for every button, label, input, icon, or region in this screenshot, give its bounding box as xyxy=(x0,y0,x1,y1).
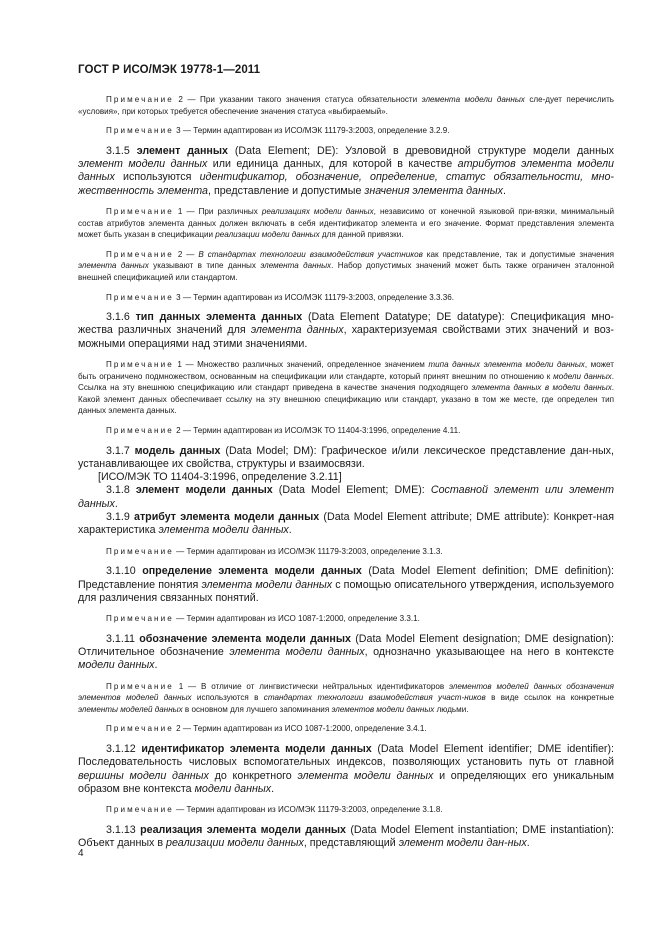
note-paragraph: Примечание — Термин адаптирован из ИСО/МЭК 11179-3:2003, определение 3.1.3. xyxy=(106,546,443,556)
note-paragraph: Примечание 1 — Множество различных значений, определенное значением типа данных элемента модели данных, может быть ограничено подмножеством, основанным на спецификации или стандарте, который принят внешним по отношению к модели данных. Ссылка на эту внешнюю спецификацию или стандарт приведена в качестве значения подходящего элемента данных в модели данных. Какой элемент данных обеспечивает ссылку на эту внешнюю спецификацию или стандарт, указано в том же месте, где определен тип данных элемента данных. xyxy=(78,360,614,416)
note-paragraph: Примечание 1 — В отличие от лингвистически нейтральных идентификаторов элементов моделей данных обозначения элементов моделей данных используются в стандартах технологии взаимодействия участ-ников в виде ссылок на конкретные элементы моделей данных в основном для лучшего запоминания элементов модели данных людьми. xyxy=(78,681,614,714)
definition-text: Отличительное обозначение xyxy=(78,646,230,659)
definition-3-1-10 xyxy=(78,565,614,605)
definition-text: . xyxy=(114,497,118,510)
italic-term: В стандартах технологии взаимодействия участников xyxy=(198,249,423,259)
note-label: Примечание xyxy=(106,360,174,370)
definition-3-1-12 xyxy=(78,743,614,796)
definition-3-1-11 xyxy=(78,633,614,673)
definition-text: . xyxy=(526,837,530,850)
italic-term: элементов моделей данных обозначения элементов моделей данных xyxy=(78,681,614,703)
italic-term: типа данных элемента модели данных xyxy=(428,360,585,370)
note-text: , может быть ограничено подмножеством, основанным на спецификации или стандарте, который принят внешним по отношению к xyxy=(78,360,614,381)
definition-term: тип данных элемента данных xyxy=(135,311,303,324)
definition-term: элемент данных xyxy=(136,144,228,157)
definition-number: 3.1.13 xyxy=(106,823,136,836)
note-text: В отличие от лингвистически нейтральных идентификаторов xyxy=(201,681,449,691)
definition-3-1-6 xyxy=(78,311,614,351)
italic-term: модели данных xyxy=(553,371,612,381)
definition-text: , представляющий xyxy=(303,837,399,850)
note-text: . Какой элемент данных обеспечивает ссылку на эту внешнюю спецификацию или стандарт, указано в том же месте, где определен тип данных элемента данных. xyxy=(78,383,614,416)
definition-term: идентификатор элемента модели данных xyxy=(141,743,372,755)
note-label: Примечание xyxy=(106,614,174,624)
note-text: как представление, так и допустимые значения xyxy=(422,249,614,259)
italic-term: реализации модели данных xyxy=(215,230,320,240)
italic-term: реализации модели данных xyxy=(166,837,304,850)
page-number: 4 xyxy=(78,848,84,859)
italic-term: элемента модели данных xyxy=(201,578,333,591)
note-text: для данной привязки. xyxy=(319,230,404,240)
definition-term: реализация элемента модели данных xyxy=(140,823,346,836)
note-paragraph: Примечание — Термин адаптирован из ИСО 1087-1:2000, определение 3.3.1. xyxy=(106,614,420,624)
definition-3-1-8 xyxy=(78,484,614,511)
definition-number: 3.1.9 xyxy=(106,511,130,524)
italic-term: модели данных xyxy=(78,659,155,672)
definition-text: Последовательность числовых вспомогательных индексов, позволяющих установить путь от главной xyxy=(78,756,614,769)
note-text: Термин адаптирован из ИСО 1087-1:2000, определение 3.4.1. xyxy=(193,724,427,734)
note-text: Термин адаптирован из ИСО 1087-1:2000, определение 3.3.1. xyxy=(186,614,420,624)
definition-term: обозначение элемента модели данных xyxy=(139,632,351,645)
italic-term: элемента данных xyxy=(78,261,149,271)
note-label: Примечание xyxy=(106,206,174,216)
note-label: Примечание xyxy=(106,292,174,302)
note-paragraph: Примечание 2 — При указании такого значения статуса обязательности элемента модели данных сле-дует перечислить «условия», при которых требуется обеспечение значения статуса «выбираемый». xyxy=(78,95,615,116)
note-number: 3 xyxy=(176,292,181,302)
italic-term: модели данных xyxy=(194,782,272,795)
definition-abbr: (Data Model Element; DME): xyxy=(278,484,425,497)
definition-text: Представление понятия xyxy=(78,578,202,591)
definition-abbr: (Data Model Element identifier; DME identifier): xyxy=(377,743,614,755)
definition-term: модель данных xyxy=(134,444,221,457)
italic-term: элемента модели данных xyxy=(158,524,289,537)
note-label: Примечание xyxy=(106,249,174,259)
note-label: Примечание xyxy=(106,546,174,556)
note-text: , независимо от конечной языковой при-вязки, минимальный состав атрибутов элемента данных должен включать в себя идентификатор элемента и его значение. Формат представления элемента может быть указан в спецификации xyxy=(78,206,615,240)
note-paragraph: Примечание 2 — В стандартах технологии взаимодействия участников как представление, так и допустимые значения элемента данных указывают в типе данных элемента данных. Набор допустимых значений может быть также ограничен эталонной внешней спецификацией или стандартом. xyxy=(78,249,614,282)
definition-abbr: (Data Model Element attribute; DME attribute): xyxy=(323,511,550,524)
italic-term: значения элемента данных xyxy=(364,184,503,197)
definition-text: используются xyxy=(114,171,200,184)
definition-number: 3.1.5 xyxy=(106,144,130,157)
note-number: 2 xyxy=(176,724,181,734)
page-body xyxy=(78,94,614,858)
definition-text: . xyxy=(154,659,158,672)
page-header: ГОСТ Р ИСО/МЭК 19778-1—2011 xyxy=(78,64,261,76)
definition-3-1-5 xyxy=(78,145,614,198)
italic-term: элемент модели дан-ных xyxy=(398,837,527,850)
definition-reference: [ИСО/МЭК ТО 11404-3:1996, определение 3.2.11] xyxy=(98,471,342,484)
definition-text: , представление и допустимые xyxy=(208,184,365,197)
definition-term: элемент модели данных xyxy=(135,484,273,497)
definition-abbr: (Data Model; DM): xyxy=(225,444,317,457)
italic-term: стандартах технологии взаимодействия участ-ников xyxy=(263,693,486,703)
note-label: Примечание xyxy=(106,425,174,435)
definition-text: с помощью описательного утверждения, используемого для различения связанных понятий. xyxy=(78,578,614,604)
definition-3-1-13 xyxy=(78,824,614,851)
note-number: 1 xyxy=(177,206,183,216)
definition-text: , характеризуемая свойствами этих значений и воз-можными операциями над этими значениями. xyxy=(78,324,614,350)
italic-term: элемента данных xyxy=(260,261,332,271)
definition-abbr: (Data Model Element designation; DME designation): xyxy=(355,632,614,645)
note-text: используются в xyxy=(191,693,264,703)
note-number: 2 xyxy=(176,425,181,435)
definition-abbr: (Data Model Element instantiation; DME instantiation): xyxy=(350,823,614,836)
definition-text: . xyxy=(271,782,275,795)
italic-term: идентификатор, обозначение, определение, статус обязательности, мно-жественность элемента xyxy=(78,171,614,197)
definition-text: или единица данных, для которой в качестве xyxy=(207,158,458,171)
definition-abbr: (Data Model Element definition; DME definition): xyxy=(368,565,614,578)
note-label: Примечание xyxy=(106,681,174,691)
note-label: Примечание xyxy=(106,95,174,104)
definition-abbr: (Data Element; DE): xyxy=(234,144,339,157)
note-label: Примечание xyxy=(106,126,174,136)
italic-term: элемента модели данных xyxy=(421,95,525,104)
note-text: Термин адаптирован из ИСО/МЭК 11179-3:2003, определение 3.1.3. xyxy=(186,546,443,556)
note-paragraph: Примечание 3 — Термин адаптирован из ИСО/МЭК 11179-3:2003, определение 3.2.9. xyxy=(106,126,450,136)
note-text: в виде ссылок на конкретные xyxy=(485,693,614,703)
definition-number: 3.1.10 xyxy=(106,565,136,578)
note-number: 3 xyxy=(176,126,181,136)
note-text: . Набор допустимых значений может быть также ограничен эталонной внешней спецификацией или стандартом. xyxy=(78,261,614,282)
note-text: указывают в типе данных xyxy=(148,261,261,271)
definition-text: Графическое и/или лексическое представление дан-ных, устанавливающее их свойства, структуры и взаимосвязи. xyxy=(78,444,614,470)
definition-abbr: (Data Element Datatype; DE datatype): xyxy=(308,311,505,324)
definition-3-1-7 xyxy=(78,445,614,472)
note-paragraph: Примечание 1 — При различных реализациях модели данных, независимо от конечной языковой при-вязки, минимальный состав атрибутов элемента данных должен включать в себя идентификатор элемента и его значение. Формат представления элемента может быть указан в спецификации реализации модели данных для данной привязки. xyxy=(78,206,615,240)
note-number: 2 xyxy=(178,95,183,104)
italic-term: элемента модели данных xyxy=(229,646,365,659)
italic-term: Составной элемент или элемент данных xyxy=(78,484,614,510)
note-label: Примечание xyxy=(106,805,174,815)
italic-term: элемента данных xyxy=(250,324,344,337)
note-text: При различных xyxy=(198,206,262,216)
definition-text: . xyxy=(502,184,506,197)
definition-3-1-9 xyxy=(78,511,614,538)
definition-text: Спецификация мно-жества различных значений для xyxy=(78,311,614,337)
italic-term: элементов модели данных xyxy=(331,704,435,714)
definition-term: определение элемента модели данных xyxy=(142,565,362,578)
note-number: 1 xyxy=(177,360,182,370)
definition-number: 3.1.6 xyxy=(106,311,130,324)
note-text: сле-дует перечислить «условия», при которых требуется обеспечение значения статуса «выбираемый». xyxy=(78,95,615,116)
definition-number: 3.1.11 xyxy=(106,632,135,645)
definition-number: 3.1.8 xyxy=(106,484,130,497)
note-label: Примечание xyxy=(106,724,174,734)
note-text: . Ссылка на эту внешнюю спецификацию или стандарт приведена в качестве значения подходящего xyxy=(78,371,614,393)
italic-term: элемента данных в модели данных xyxy=(471,383,612,393)
definition-text: Объект данных в xyxy=(78,837,166,850)
note-text: в основном для лучшего запоминания xyxy=(182,704,332,714)
note-paragraph: Примечание 3 — Термин адаптирован из ИСО/МЭК 11179-3:2003, определение 3.3.36. xyxy=(106,292,454,302)
note-paragraph: Примечание 2 — Термин адаптирован из ИСО/МЭК ТО 11404-3:1996, определение 4.11. xyxy=(106,425,461,435)
italic-term: атрибутов элемента модели данных xyxy=(78,158,614,184)
definition-text: Узловой в древовидной структуре модели данных xyxy=(345,144,614,157)
definition-text: и определяющих его уникальным образом вне контекста xyxy=(78,769,614,795)
note-text: Термин адаптирован из ИСО/МЭК ТО 11404-3:1996, определение 4.11. xyxy=(193,425,461,435)
italic-term: вершины модели данных xyxy=(78,769,209,782)
note-text: Термин адаптирован из ИСО/МЭК 11179-3:2003, определение 3.1.8. xyxy=(186,805,443,815)
definition-text: . xyxy=(288,524,292,537)
note-text: людьми. xyxy=(434,704,469,714)
italic-term: элементы моделей данных xyxy=(78,704,183,714)
italic-term: элемента модели данных xyxy=(297,769,434,782)
note-number: 2 xyxy=(177,249,183,259)
definition-text: до конкретного xyxy=(208,769,298,782)
definition-term: атрибут элемента модели данных xyxy=(134,511,320,524)
definition-number: 3.1.12 xyxy=(106,743,136,755)
definition-text: , однозначно указывающее на него в контексте xyxy=(364,646,614,659)
note-text: Термин адаптирован из ИСО/МЭК 11179-3:2003, определение 3.3.36. xyxy=(193,292,454,302)
note-number: 1 xyxy=(178,681,184,691)
definition-number: 3.1.7 xyxy=(106,444,130,457)
definition-text: Конкрет-ная характеристика xyxy=(78,511,614,537)
note-text: При указании такого значения статуса обязательности xyxy=(200,95,422,104)
note-text: Множество различных значений, определенное значением xyxy=(197,360,429,370)
note-text: Термин адаптирован из ИСО/МЭК 11179-3:2003, определение 3.2.9. xyxy=(193,126,450,136)
italic-term: элемент модели данных xyxy=(78,158,208,171)
note-paragraph: Примечание — Термин адаптирован из ИСО/МЭК 11179-3:2003, определение 3.1.8. xyxy=(106,805,443,815)
italic-term: реализациях модели данных xyxy=(261,206,374,216)
note-paragraph: Примечание 2 — Термин адаптирован из ИСО 1087-1:2000, определение 3.4.1. xyxy=(106,724,427,734)
